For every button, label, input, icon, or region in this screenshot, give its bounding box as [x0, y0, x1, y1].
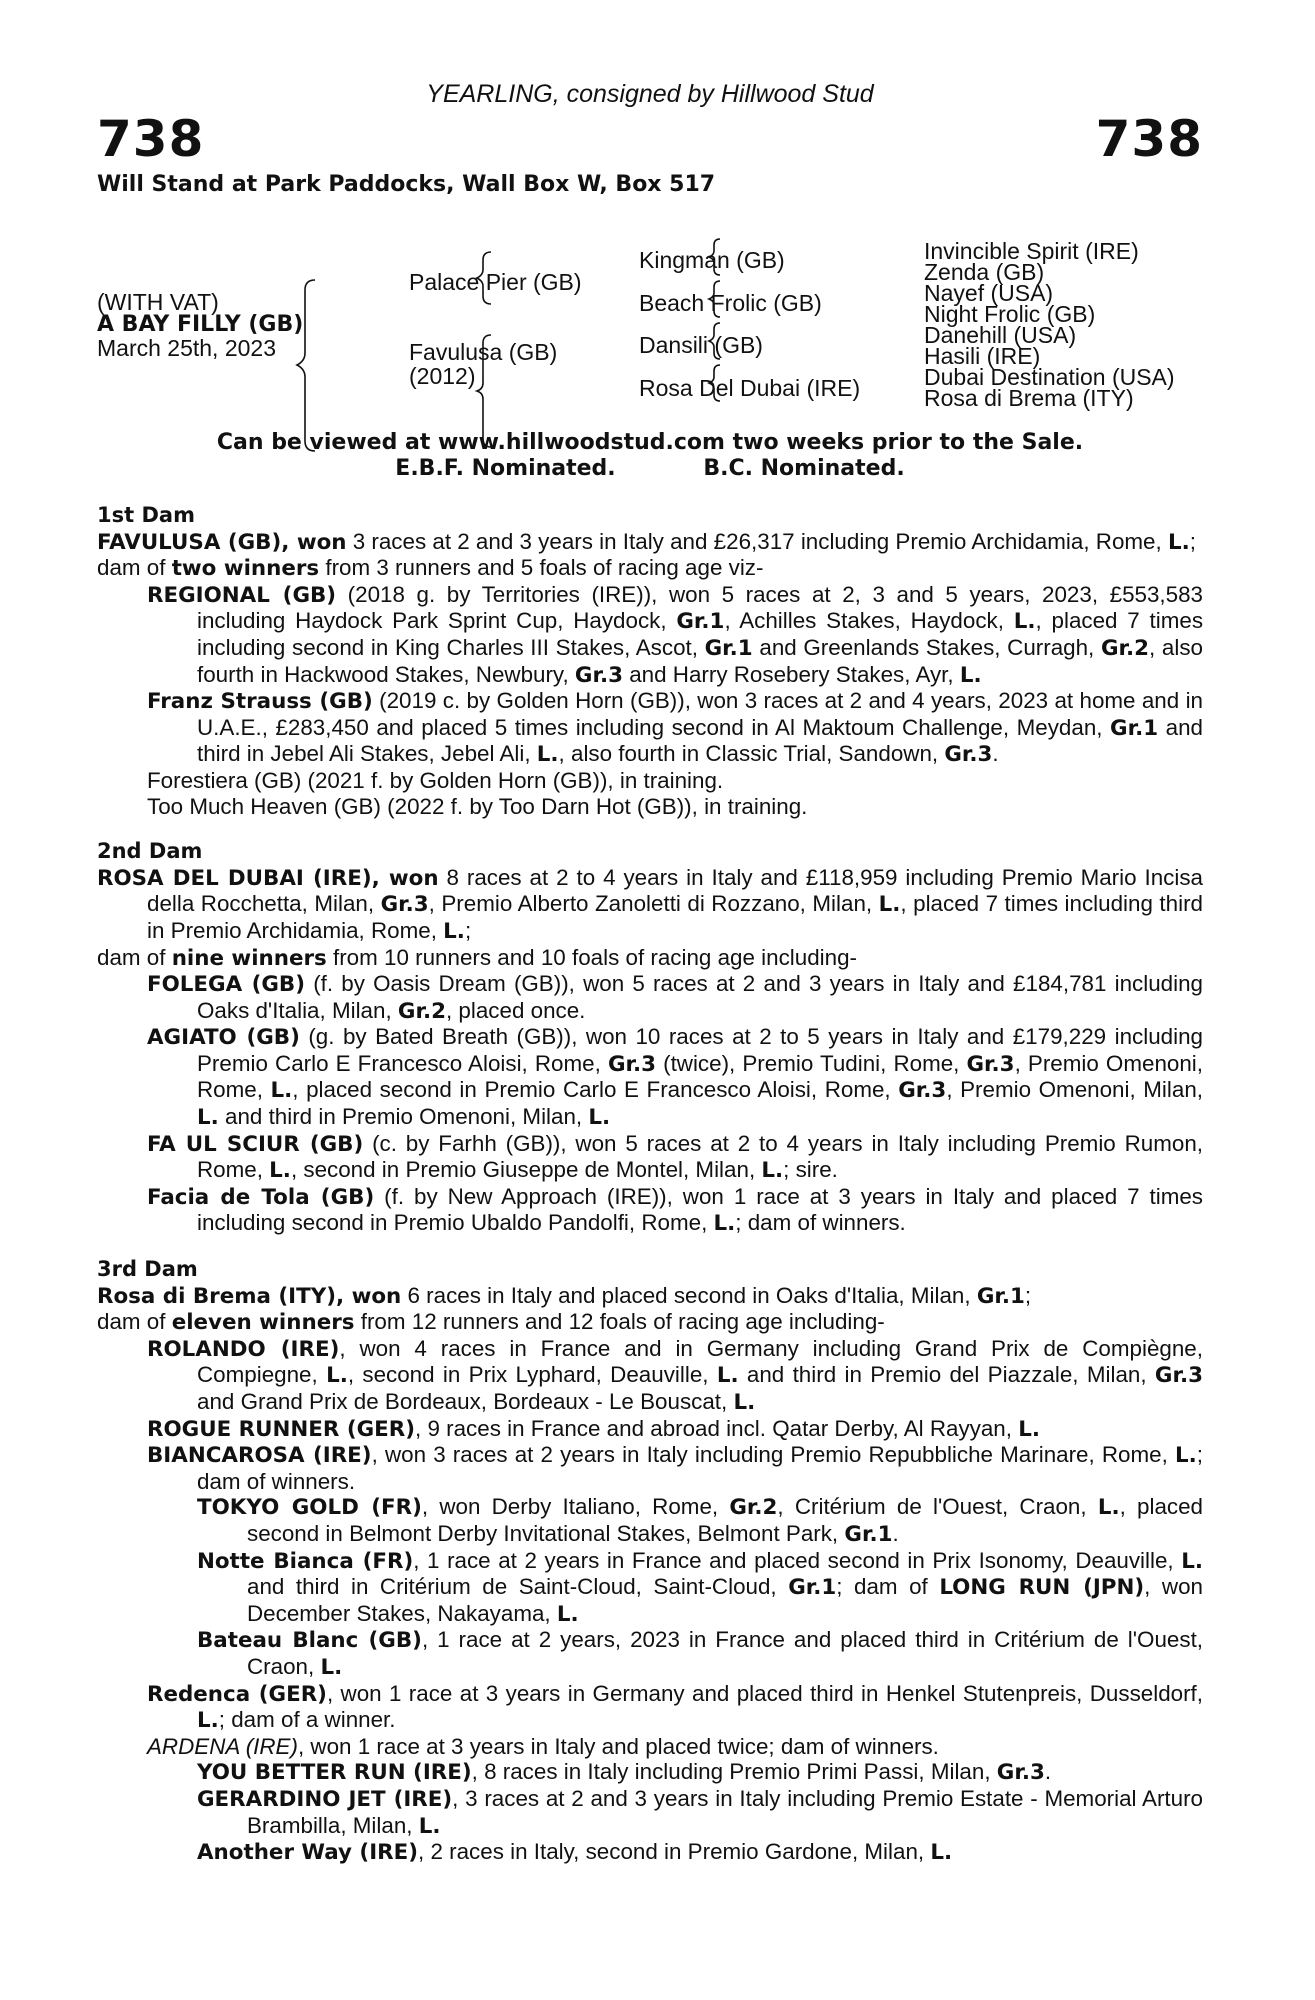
- bold-text: GERARDINO JET (IRE): [197, 1786, 453, 1812]
- entry-text: , placed once.: [445, 997, 586, 1023]
- entry-text: , second in Prix Lyphard, Deauville,: [347, 1362, 717, 1388]
- entry-text: , won Derby Italiano, Rome,: [421, 1494, 730, 1520]
- record-entry: [97, 1734, 1203, 1760]
- entry-text: ; dam of winners.: [735, 1210, 906, 1236]
- bold-text: L.: [959, 662, 982, 688]
- bold-text: YOU BETTER RUN (IRE): [197, 1760, 472, 1786]
- bold-text: Gr.3: [898, 1078, 947, 1104]
- entry-text: , placed 7 times including second in King Charles III Stakes, Ascot,: [197, 608, 1204, 660]
- entry-text: , placed second in Premio Carlo E Francesco Aloisi, Rome,: [292, 1077, 899, 1103]
- bold-text: L.: [1181, 1548, 1204, 1574]
- entry-text: ; sire.: [783, 1157, 838, 1183]
- ped-gen3-3: Nayef (USA): [924, 280, 1054, 306]
- bold-text: AGIATO (GB): [147, 1025, 300, 1051]
- entry-text: from 3 runners and 5 foals of racing age viz-: [319, 555, 764, 581]
- bold-text: L.: [930, 1840, 953, 1866]
- bold-text: FOLEGA (GB): [147, 972, 305, 998]
- entry-text: .: [992, 741, 999, 767]
- bc-nomination: B.C. Nominated.: [703, 456, 905, 481]
- entry-text: , second in Premio Giuseppe de Montel, Milan,: [290, 1157, 762, 1183]
- stand-location: Will Stand at Park Paddocks, Wall Box W, Box 517: [97, 172, 716, 197]
- record-entry: [97, 1786, 1203, 1839]
- bold-text: L.: [1013, 609, 1036, 635]
- ped-gen3-1: Invincible Spirit (IRE): [924, 238, 1139, 264]
- record-entry: [97, 529, 1203, 556]
- entry-text: , also fourth in Hackwood Stakes, Newbury,: [197, 634, 1203, 687]
- ped-gen3-6: Hasili (IRE): [924, 343, 1041, 369]
- bold-text: Gr.3: [607, 1051, 657, 1077]
- entry-text: , placed second in Belmont Derby Invitational Stakes, Belmont Park,: [247, 1494, 1204, 1546]
- entry-text: , Premio Alberto Zanoletti di Rozzano, Milan,: [428, 891, 879, 917]
- bold-text: L.: [536, 742, 559, 768]
- entry-text: (twice), Premio Tudini, Rome,: [656, 1050, 967, 1076]
- record-entry: [97, 945, 1203, 972]
- record-entry: [97, 794, 1203, 820]
- entry-text: , 2 races in Italy, second in Premio Gardone, Milan,: [418, 1839, 931, 1865]
- ped-gen2-2: Beach Frolic (GB): [639, 290, 822, 316]
- bold-text: L.: [1018, 1416, 1040, 1442]
- entry-text: ;: [1024, 1282, 1032, 1308]
- entry-text: , placed 7 times including third in Premio Archidamia, Rome,: [147, 891, 1203, 943]
- entry-text: , 8 races in Italy including Premio Primi Passi, Milan,: [471, 1759, 997, 1785]
- entry-text: , won 4 races in France and in Germany including Grand Prix de Compiègne, Compiegne,: [197, 1335, 1203, 1388]
- bold-text: L.: [1097, 1495, 1120, 1521]
- record-entry: [97, 768, 1203, 794]
- entry-text: , won December Stakes, Nakayama,: [247, 1574, 1203, 1626]
- entry-text: (c. by Farhh (GB)), won 5 races at 2 to 4 years in Italy including Premio Rumon, Rome,: [197, 1130, 1204, 1183]
- record-entry: [97, 971, 1203, 1024]
- record-entry: [97, 1024, 1203, 1130]
- bold-text: L.: [1167, 529, 1190, 555]
- bold-text: L.: [713, 1211, 736, 1237]
- ped-gen3-7: Dubai Destination (USA): [924, 364, 1175, 390]
- ped-gen3-8: Rosa di Brema (ITY): [924, 385, 1134, 411]
- record-entry: [97, 1336, 1203, 1416]
- bold-text: Another Way (IRE): [197, 1840, 419, 1866]
- record-entry: [97, 1442, 1203, 1494]
- entry-text: , 9 races in France and abroad incl. Qatar Derby, Al Rayyan,: [415, 1415, 1019, 1441]
- ped-gen2-3: Dansili (GB): [639, 332, 763, 358]
- entry-text: dam of: [97, 944, 172, 970]
- dam-section: [97, 839, 1203, 1237]
- bold-text: REGIONAL (GB): [147, 582, 337, 608]
- bold-text: Gr.3: [966, 1051, 1015, 1077]
- record-entry: [97, 688, 1203, 768]
- bold-text: L.: [1175, 1443, 1197, 1469]
- bold-text: Gr.3: [380, 892, 429, 918]
- entry-text: ;: [1189, 528, 1196, 554]
- record-entry: [97, 1283, 1203, 1310]
- vat-label: (WITH VAT): [97, 289, 219, 315]
- entry-text: , 1 race at 2 years in France and placed second in Prix Isonomy, Deauville,: [413, 1547, 1182, 1573]
- bold-text: L.: [197, 1708, 219, 1734]
- entry-text: ; dam of a winner.: [218, 1707, 396, 1733]
- dam-year: (2012): [409, 363, 476, 389]
- produce-record: [97, 503, 1203, 1866]
- dam-section: [97, 1257, 1203, 1866]
- bold-text: TOKYO GOLD (FR): [197, 1495, 422, 1521]
- bold-text: Notte Bianca (FR): [197, 1548, 414, 1574]
- entry-text: , Critérium de l'Ouest, Craon,: [777, 1494, 1098, 1520]
- entry-text: , Premio Omenoni, Milan,: [946, 1077, 1204, 1103]
- bold-text: Gr.3: [944, 742, 993, 768]
- bold-text: L.: [269, 1158, 291, 1184]
- ped-gen2-4: Rosa Del Dubai (IRE): [639, 375, 861, 401]
- entry-text: and third in Premio Omenoni, Milan,: [218, 1104, 589, 1130]
- lot-number-right: 738: [1095, 110, 1203, 168]
- entry-text: and Greenlands Stakes, Curragh,: [752, 634, 1101, 660]
- consignor-line: YEARLING, consigned by Hillwood Stud: [426, 80, 874, 108]
- bold-text: Gr.2: [397, 998, 446, 1024]
- bold-text: BIANCAROSA (IRE): [147, 1443, 372, 1469]
- record-entry: [97, 1759, 1203, 1786]
- horse-name: A BAY FILLY (GB): [97, 312, 304, 337]
- entry-text: (f. by Oasis Dream (GB)), won 5 races at 2 and 3 years in Italy and £184,781 including Oaks d'Italia, Milan,: [197, 971, 1204, 1023]
- bold-text: Facia de Tola (GB): [147, 1184, 375, 1210]
- dam-section: [97, 503, 1203, 819]
- entry-text: ; dam of winners.: [197, 1442, 1203, 1494]
- entry-text: ARDENA (IRE): [147, 1733, 298, 1759]
- ped-gen2-1: Kingman (GB): [639, 247, 785, 273]
- record-entry: [97, 1131, 1203, 1184]
- record-entry: [97, 1839, 1203, 1866]
- entry-text: ;: [464, 917, 472, 943]
- entry-text: and third in Critérium de Saint-Cloud, Saint-Cloud,: [247, 1574, 789, 1600]
- bold-text: LONG RUN (JPN): [939, 1575, 1145, 1601]
- bold-text: FAVULUSA (GB), won: [97, 529, 347, 555]
- entry-text: from 12 runners and 12 foals of racing age including-: [354, 1309, 885, 1335]
- bold-text: two winners: [171, 556, 320, 582]
- ped-gen3-5: Danehill (USA): [924, 322, 1077, 348]
- record-entry: [97, 1627, 1203, 1680]
- bold-text: Gr.3: [996, 1760, 1045, 1786]
- bold-text: Gr.3: [574, 662, 623, 688]
- entry-text: dam of: [97, 555, 172, 581]
- bold-text: nine winners: [171, 945, 327, 971]
- bold-text: Gr.3: [1154, 1363, 1203, 1389]
- entry-text: Too Much Heaven (GB) (2022 f. by Too Darn Hot (GB)), in training.: [147, 793, 808, 819]
- bold-text: Franz Strauss (GB): [147, 689, 373, 715]
- bold-text: L.: [761, 1158, 784, 1184]
- bold-text: L.: [320, 1654, 343, 1680]
- bold-text: ROGUE RUNNER (GER): [147, 1416, 416, 1442]
- entry-text: , also fourth in Classic Trial, Sandown,: [558, 741, 945, 767]
- record-entry: [97, 1548, 1203, 1628]
- bold-text: ROLANDO (IRE): [147, 1336, 340, 1362]
- nominations: [97, 456, 1203, 482]
- dam-name: Favulusa (GB): [409, 339, 558, 365]
- entry-text: .: [1044, 1759, 1052, 1785]
- record-entry: [97, 555, 1203, 582]
- bold-text: L.: [556, 1601, 579, 1627]
- bold-text: eleven winners: [171, 1310, 355, 1336]
- entry-text: , Premio Omenoni, Rome,: [197, 1050, 1203, 1103]
- entry-text: and third in Jebel Ali Stakes, Jebel Ali,: [197, 714, 1203, 767]
- bold-text: L.: [270, 1078, 293, 1104]
- entry-text: , Achilles Stakes, Haydock,: [724, 608, 1014, 634]
- entry-text: , 1 race at 2 years, 2023 in France and placed third in Critérium de l'Ouest, Craon,: [247, 1627, 1204, 1679]
- record-entry: [97, 1681, 1203, 1734]
- bold-text: L.: [443, 918, 465, 944]
- bold-text: Gr.1: [788, 1575, 837, 1601]
- entry-text: .: [892, 1520, 899, 1546]
- record-entry: [97, 865, 1203, 945]
- entry-text: 6 races in Italy and placed second in Oaks d'Italia, Milan,: [401, 1282, 977, 1308]
- foaling-date: March 25th, 2023: [97, 335, 277, 361]
- record-entry: [97, 1494, 1203, 1547]
- record-entry: [97, 1416, 1203, 1443]
- entry-text: ; dam of: [836, 1574, 940, 1600]
- entry-text: (2019 c. by Golden Horn (GB)), won 3 races at 2 and 4 years, 2023 at home and in U.A.E., £283,450 and placed 5 times including second in Al Maktoum Challenge, Meydan,: [197, 688, 1203, 740]
- bold-text: L.: [733, 1390, 756, 1415]
- section-heading: 1st Dam: [97, 503, 195, 527]
- record-entry: [97, 582, 1203, 688]
- ped-gen3-4: Night Frolic (GB): [924, 301, 1096, 327]
- entry-text: and Harry Rosebery Stakes, Ayr,: [623, 661, 960, 687]
- entry-text: Forestiera (GB) (2021 f. by Golden Horn (GB)), in training.: [147, 767, 724, 793]
- viewing-note: Can be viewed at www.hillwoodstud.com two weeks prior to the Sale.: [216, 430, 1084, 455]
- bold-text: L.: [878, 892, 901, 918]
- bold-text: FA UL SCIUR (GB): [147, 1131, 364, 1157]
- entry-text: and Grand Prix de Bordeaux, Bordeaux - Le Bouscat,: [197, 1389, 734, 1414]
- bold-text: L.: [326, 1363, 348, 1389]
- lot-number-left: 738: [97, 110, 205, 168]
- bold-text: Rosa di Brema (ITY), won: [97, 1283, 402, 1309]
- bold-text: Gr.1: [1110, 715, 1159, 741]
- bold-text: Gr.2: [729, 1495, 778, 1521]
- sire-name: Palace Pier (GB): [409, 269, 582, 295]
- bold-text: L.: [418, 1813, 441, 1839]
- entry-text: and third in Premio del Piazzale, Milan,: [738, 1362, 1155, 1388]
- bold-text: L.: [197, 1105, 219, 1131]
- bold-text: Gr.2: [1100, 635, 1150, 661]
- ebf-nomination: E.B.F. Nominated.: [395, 456, 616, 481]
- entry-text: (2018 g. by Territories (IRE)), won 5 races at 2, 3 and 5 years, 2023, £553,583 including Haydock Park Sprint Cup, Haydock,: [197, 581, 1203, 634]
- entry-text: from 10 runners and 10 foals of racing age including-: [326, 944, 858, 970]
- bold-text: Gr.1: [844, 1521, 893, 1547]
- section-heading: 3rd Dam: [97, 1257, 198, 1282]
- entry-text: (f. by New Approach (IRE)), won 1 race at 3 years in Italy and placed 7 times including second in Premio Ubaldo Pandolfi, Rome,: [197, 1183, 1203, 1236]
- entry-text: , won 1 race at 3 years in Germany and placed third in Henkel Stutenpreis, Dusseldorf,: [326, 1680, 1204, 1706]
- bold-text: Redenca (GER): [147, 1681, 327, 1707]
- bold-text: Gr.1: [976, 1283, 1025, 1309]
- bold-text: L.: [716, 1363, 739, 1389]
- section-heading: 2nd Dam: [97, 839, 203, 864]
- bold-text: Bateau Blanc (GB): [197, 1628, 422, 1654]
- record-entry: [97, 1309, 1203, 1336]
- bold-text: Gr.1: [676, 609, 725, 635]
- bold-text: ROSA DEL DUBAI (IRE), won: [97, 865, 439, 891]
- entry-text: dam of: [97, 1309, 172, 1335]
- entry-text: 8 races at 2 to 4 years in Italy and £118,959 including Premio Mario Incisa della Rocchetta, Milan,: [147, 864, 1203, 917]
- entry-text: (g. by Bated Breath (GB)), won 10 races at 2 to 5 years in Italy and £179,229 including Premio Carlo E Francesco Aloisi, Rome,: [197, 1024, 1203, 1076]
- entry-text: , 3 races at 2 and 3 years in Italy including Premio Estate - Memorial Arturo Brambilla, Milan,: [247, 1785, 1203, 1838]
- record-entry: [97, 1184, 1203, 1237]
- bold-text: Gr.1: [704, 635, 753, 661]
- ped-gen3-2: Zenda (GB): [924, 259, 1045, 285]
- entry-text: , won 1 race at 3 years in Italy and placed twice; dam of winners.: [297, 1733, 939, 1759]
- entry-text: , won 3 races at 2 years in Italy including Premio Repubbliche Marinare, Rome,: [371, 1442, 1175, 1468]
- entry-text: 3 races at 2 and 3 years in Italy and £26,317 including Premio Archidamia, Rome,: [346, 528, 1168, 554]
- bold-text: L.: [588, 1105, 611, 1131]
